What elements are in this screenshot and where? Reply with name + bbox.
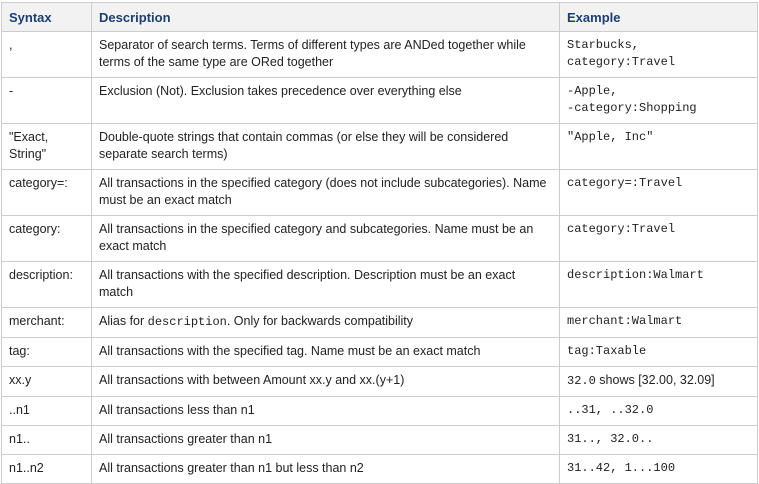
description-cell (92, 308, 560, 338)
description-cell: All transactions in the specified category and subcategories. Name must be an exact match (92, 216, 560, 262)
description-cell: All transactions greater than n1 but less than n2 (92, 455, 560, 484)
example-line: category:Travel (567, 55, 676, 69)
syntax-cell: category=: (2, 170, 92, 216)
table-row (2, 32, 758, 78)
example-cell: description:Walmart (560, 262, 758, 308)
description-cell: Exclusion (Not). Exclusion takes precedence over everything else (92, 78, 560, 124)
syntax-cell: ..n1 (2, 397, 92, 426)
example-cell: ..31, ..32.0 (560, 397, 758, 426)
description-cell: All transactions with the specified description. Description must be an exact match (92, 262, 560, 308)
example-text: shows [32.00, 32.09] (595, 373, 715, 387)
example-cell (560, 32, 758, 78)
description-code: description (147, 315, 227, 329)
search-syntax-table (1, 2, 758, 484)
example-cell (560, 367, 758, 397)
description-cell: All transactions in the specified category (does not include subcategories). Name must be an exact match (92, 170, 560, 216)
table-row (2, 367, 758, 397)
table-row (2, 262, 758, 308)
syntax-cell: n1.. (2, 426, 92, 455)
syntax-cell: tag: (2, 338, 92, 367)
table-row (2, 397, 758, 426)
syntax-cell: , (2, 32, 92, 78)
table-row (2, 216, 758, 262)
syntax-cell: "Exact, String" (2, 124, 92, 170)
syntax-cell: merchant: (2, 308, 92, 338)
example-cell: 31.., 32.0.. (560, 426, 758, 455)
table-row (2, 308, 758, 338)
syntax-cell: description: (2, 262, 92, 308)
syntax-cell: category: (2, 216, 92, 262)
syntax-cell: n1..n2 (2, 455, 92, 484)
example-line: Starbucks, (567, 38, 640, 52)
header-description: Description (92, 3, 560, 32)
example-cell: 31..42, 1...100 (560, 455, 758, 484)
header-example: Example (560, 3, 758, 32)
table-row (2, 78, 758, 124)
table-row (2, 124, 758, 170)
description-cell: All transactions with between Amount xx.y and xx.(y+1) (92, 367, 560, 397)
description-text: . Only for backwards compatibility (226, 314, 414, 328)
example-code: 32.0 (567, 374, 596, 388)
example-cell: category:Travel (560, 216, 758, 262)
example-cell: merchant:Walmart (560, 308, 758, 338)
header-row (2, 3, 758, 32)
table-row (2, 170, 758, 216)
example-cell: "Apple, Inc" (560, 124, 758, 170)
example-cell: tag:Taxable (560, 338, 758, 367)
example-line: -category:Shopping (567, 101, 697, 115)
description-cell: Double-quote strings that contain commas (or else they will be considered separate search terms) (92, 124, 560, 170)
description-cell: Separator of search terms. Terms of different types are ANDed together while terms of the same type are ORed together (92, 32, 560, 78)
description-text: Alias for (99, 314, 148, 328)
syntax-cell: - (2, 78, 92, 124)
syntax-cell: xx.y (2, 367, 92, 397)
header-syntax: Syntax (2, 3, 92, 32)
example-line: -Apple, (567, 84, 618, 98)
table-row (2, 338, 758, 367)
example-cell (560, 78, 758, 124)
description-cell: All transactions greater than n1 (92, 426, 560, 455)
description-cell: All transactions less than n1 (92, 397, 560, 426)
example-cell: category=:Travel (560, 170, 758, 216)
table-row (2, 455, 758, 484)
description-cell: All transactions with the specified tag. Name must be an exact match (92, 338, 560, 367)
table-row (2, 426, 758, 455)
